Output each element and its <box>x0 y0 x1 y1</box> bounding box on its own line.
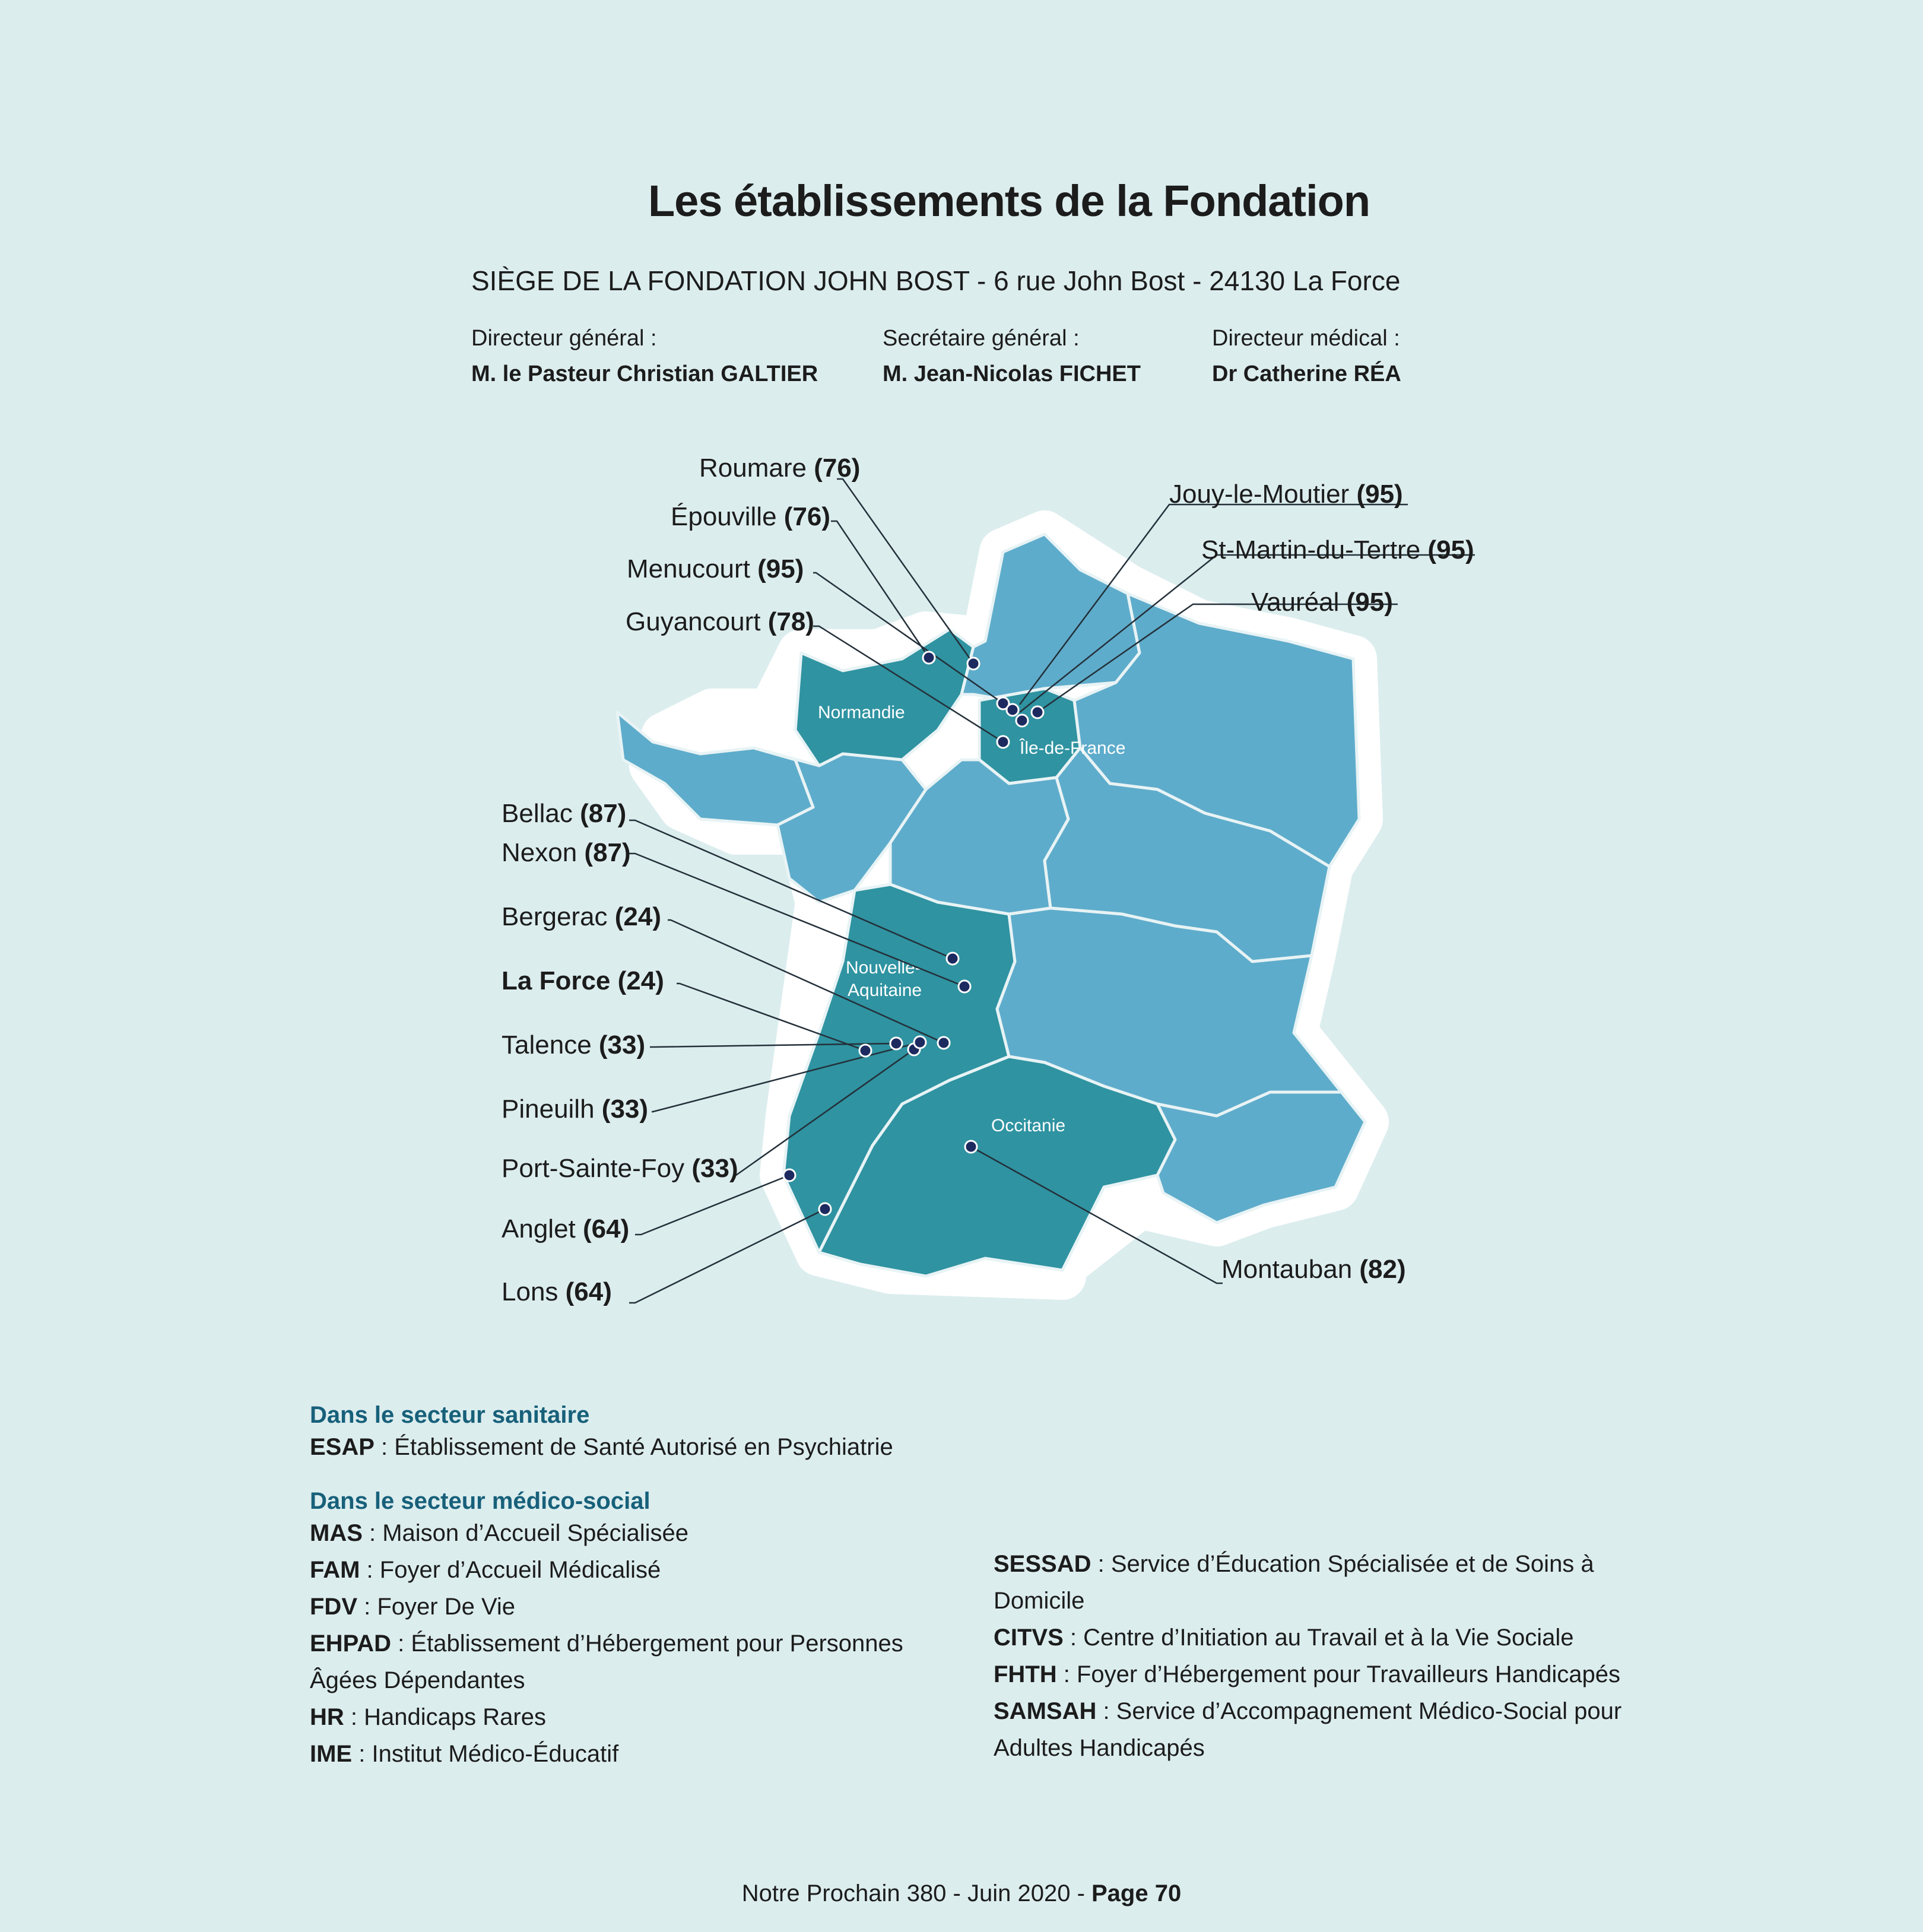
page-footer: Notre Prochain 380 - Juin 2020 - Page 70 <box>741 1880 1182 1906</box>
page-number: Page 70 <box>1091 1880 1182 1906</box>
site-label-nexon: Nexon (87) <box>502 838 631 867</box>
site-dot-port-sainte-foy <box>914 1036 926 1048</box>
site-dot-pineuilh <box>890 1038 902 1049</box>
site-dot-lons <box>819 1203 831 1215</box>
region-label-ile-de-france: Île-de-France <box>1020 738 1126 758</box>
legend-left <box>310 1402 1010 1772</box>
site-dot-talence <box>859 1045 871 1057</box>
site-dot-bergerac <box>938 1037 950 1049</box>
legend-item: FHTH : Foyer d’Hébergement pour Travailleurs Handicapés <box>994 1661 1620 1687</box>
site-label-lons: Lons (64) <box>502 1277 612 1306</box>
site-label-bellac: Bellac (87) <box>502 799 627 828</box>
site-dot-vaureal <box>1016 715 1028 727</box>
legend-item: EHPAD : Établissement d’Hébergement pour Personnes Âgées Dépendantes <box>310 1630 903 1693</box>
legend-item: FAM : Foyer d’Accueil Médicalisé <box>310 1557 661 1583</box>
site-label-epouville: Épouville (76) <box>671 502 831 531</box>
staff-role: Directeur médical : <box>1212 326 1400 351</box>
staff-role: Secrétaire général : <box>883 326 1080 351</box>
site-dot-nexon <box>959 981 970 992</box>
site-dot-roumare <box>967 658 979 670</box>
site-label-st-martin-du-tertre: St-Martin-du-Tertre (95) <box>1201 535 1474 564</box>
site-dot-guyancourt <box>997 736 1009 748</box>
site-label-pineuilh: Pineuilh (33) <box>502 1095 649 1124</box>
legend-item: MAS : Maison d’Accueil Spécialisée <box>310 1520 689 1546</box>
staff-name: Dr Catherine RÉA <box>1212 361 1401 386</box>
legend-heading-sanitaire: Dans le secteur sanitaire <box>310 1402 590 1428</box>
site-dot-st-martin-du-tertre <box>1032 706 1043 718</box>
site-dot-anglet <box>783 1169 795 1181</box>
legend-item: ESAP : Établissement de Santé Autorisé en Psychiatrie <box>310 1434 893 1460</box>
site-label-bergerac: Bergerac (24) <box>502 902 662 931</box>
site-label-jouy-le-moutier: Jouy-le-Moutier (95) <box>1169 480 1403 509</box>
site-dot-epouville <box>923 652 935 664</box>
site-label-guyancourt: Guyancourt (78) <box>626 607 814 636</box>
site-dot-montauban <box>965 1141 977 1153</box>
site-label-menucourt: Menucourt (95) <box>627 554 804 583</box>
staff-role: Directeur général : <box>471 326 657 351</box>
headquarters-address: SIÈGE DE LA FONDATION JOHN BOST - 6 rue John Bost - 24130 La Force <box>471 265 1401 296</box>
site-label-vaureal: Vauréal (95) <box>1251 588 1393 617</box>
legend-item: SAMSAH : Service d’Accompagnement Médico-Social pour Adultes Handicapés <box>994 1698 1622 1761</box>
site-label-roumare: Roumare (76) <box>699 453 861 483</box>
site-label-montauban: Montauban (82) <box>1221 1255 1406 1284</box>
legend-item: FDV : Foyer De Vie <box>310 1594 516 1620</box>
site-dot-jouy-le-moutier <box>1007 704 1018 716</box>
staff-name: M. Jean-Nicolas FICHET <box>883 361 1141 386</box>
site-label-la-force: La Force (24) <box>502 966 664 995</box>
page-title: Les établissements de la Fondation <box>648 176 1370 226</box>
legend-item: CITVS : Centre d’Initiation au Travail et à la Vie Sociale <box>994 1625 1574 1651</box>
region-label-normandie: Normandie <box>818 703 905 722</box>
legend-item: HR : Handicaps Rares <box>310 1704 546 1730</box>
site-dot-bellac <box>947 953 959 965</box>
legend-right <box>994 1546 1646 1766</box>
site-label-port-sainte-foy: Port-Sainte-Foy (33) <box>502 1154 738 1183</box>
legend-item: SESSAD : Service d’Éducation Spécialisée et de Soins à Domicile <box>994 1551 1594 1614</box>
site-label-anglet: Anglet (64) <box>502 1214 630 1243</box>
region-label-nouvelle-aquitaine-1: Nouvelle- <box>846 958 921 978</box>
region-label-occitanie: Occitanie <box>991 1116 1066 1135</box>
legend-heading-medico: Dans le secteur médico-social <box>310 1488 650 1514</box>
site-label-talence: Talence (33) <box>502 1030 646 1059</box>
region-label-nouvelle-aquitaine-2: Aquitaine <box>848 981 922 1000</box>
legend-item: IME : Institut Médico-Éducatif <box>310 1741 619 1767</box>
staff-name: M. le Pasteur Christian GALTIER <box>471 361 818 386</box>
